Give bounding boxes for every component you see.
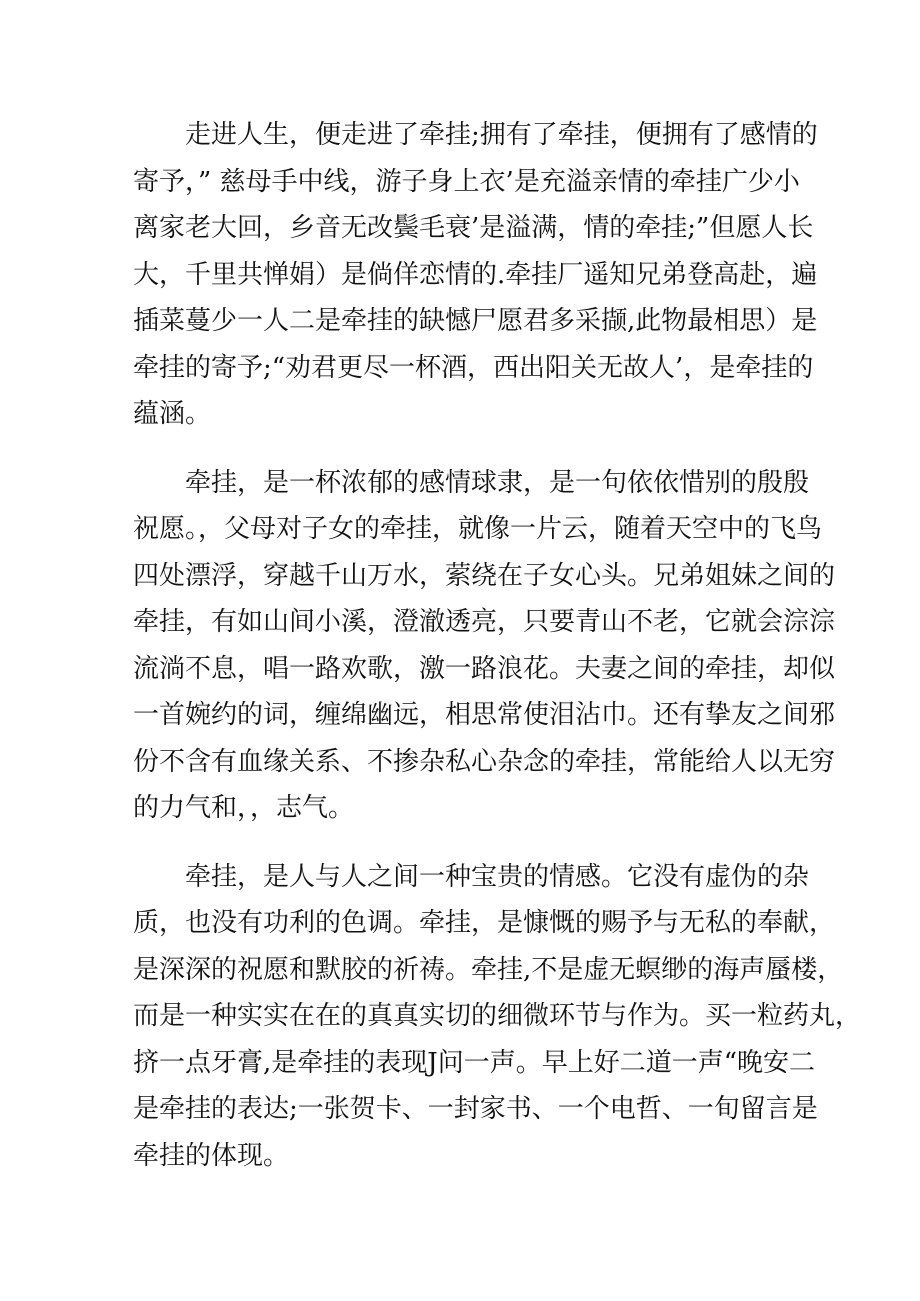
paragraph-line: 是深深的祝愿和默胶的祈祷。牵挂,不是虚无螟缈的海声蜃楼， [133,954,844,985]
paragraph-line: 牵挂，是一杯浓郁的感情球隶，是一句依依惜别的殷殷 [185,467,810,498]
paragraph-line: 祝愿。，父母对子女的牵挂，就像一片云，随着天空中的飞鸟 [133,514,823,544]
paragraph-line: 寄予，” 慈母手中线，游子身上衣’是充溢亲情的牵挂广少小 [133,166,800,197]
paragraph-line: 而是一种实实在在的真真实切的细微环节与作为。买一粒药丸， [133,1001,862,1031]
paragraph-line: 走进人生，便走进了牵挂;拥有了牵挂，便拥有了感情的 [185,120,818,150]
paragraph-line: 大，千里共惮娟）是倘佯恋情的.牵挂厂遥知兄弟登高赴，遍 [133,259,818,290]
document-body [133,112,862,1179]
paragraph-line: 的力气和，，志气。 [133,793,355,823]
paragraph-line: 四处漂浮，穿越千山万水，萦绕在子女心头。兄弟姐妹之间的 [133,560,836,591]
paragraph-line: 牵挂，是人与人之间一种宝贵的情感。它没有虚伪的杂 [185,861,810,892]
paragraph-line: 插菜蔓少一人二是牵挂的缺憾尸愿君多采撷,此物最相思）是 [133,306,818,336]
paragraph-line: 一首婉约的词，缠绵幽远，相思常使泪沾巾。还有挚友之间邪 [133,700,836,730]
paragraph-line: 流淌不息，唱一路欢歌，激一路浪花。夫妻之间的牵挂，却似 [133,653,836,684]
paragraph-line: 挤一点牙膏,是牵挂的表现J问一声。早上好二道一声“晚安二 [133,1047,815,1078]
paragraph-line: 是牵挂的表达;一张贺卡、一封家书、一个电哲、一旬留言是 [133,1094,818,1124]
paragraph-line: 蕴涵。 [133,399,212,429]
paragraph-line: 牵挂的体现。 [133,1140,290,1171]
paragraph-1 [133,112,818,438]
paragraph-line: 牵挂的寄予;“劝君更尽一杯酒，西出阳关无故人’，是牵挂的 [133,352,814,383]
paragraph-3 [133,854,862,1180]
paragraph-line: 份不含有血缘关系、不掺杂私心杂念的牵挂，常能给人以无穷 [133,746,836,777]
paragraph-line: 离家老大回，乡音无改鬓毛衰’是溢满，情的牵挂;”但愿人长 [133,213,814,243]
paragraph-line: 牵挂，有如山间小溪，澄澈透亮，只要青山不老，它就会淙淙 [133,607,836,637]
paragraph-2 [133,460,836,832]
paragraph-line: 质，也没有功利的色调。牵挂，是慷慨的赐予与无私的奉献， [133,908,836,938]
